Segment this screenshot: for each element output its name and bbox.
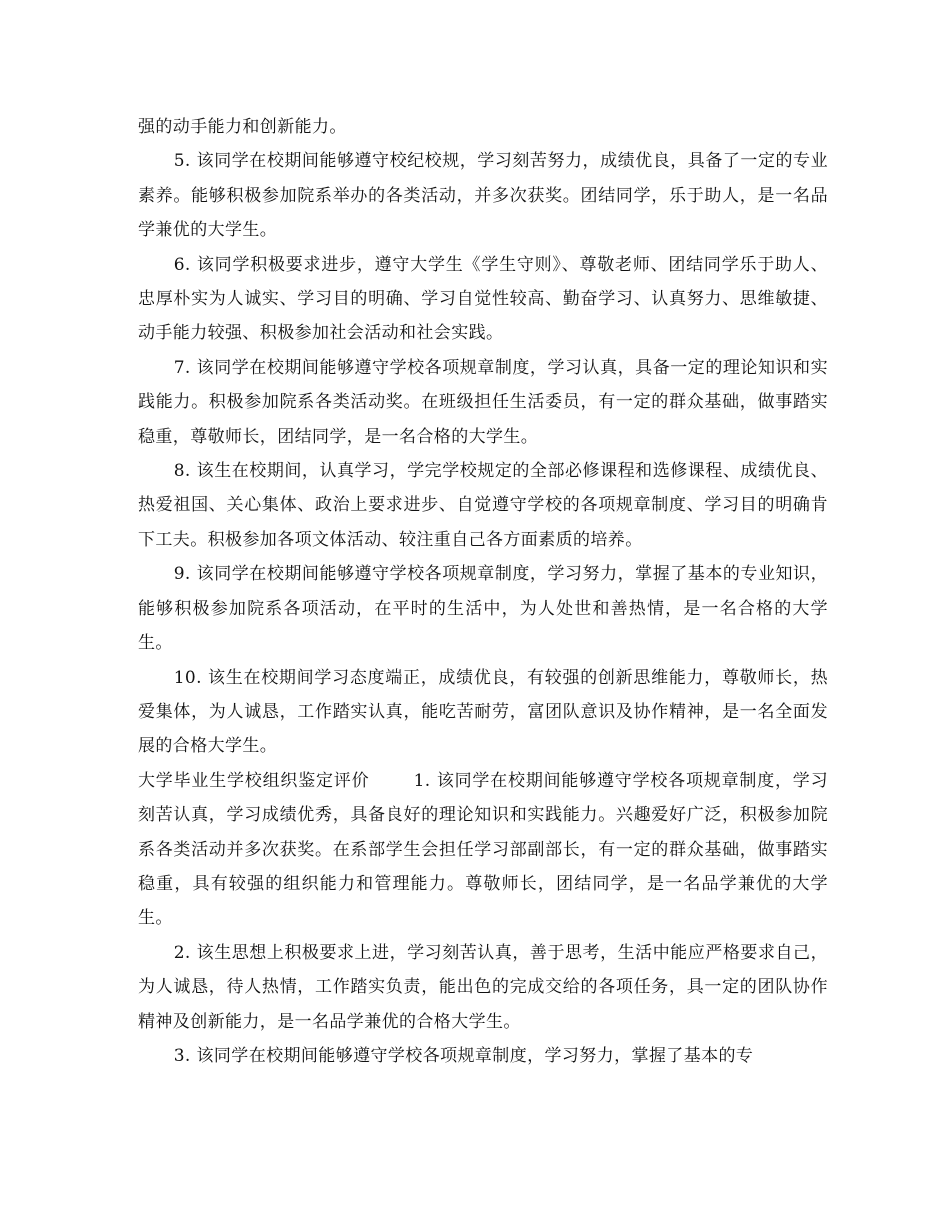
paragraph-item-5: 5. 该同学在校期间能够遵守校纪校规，学习刻苦努力，成绩优良，具备了一定的专业素养。能够积极参加院系举办的各类活动，并多次获奖。团结同学，乐于助人，是一名品学兼优的大学生。 [138,151,828,241]
section-item-1: 1. 该同学在校期间能够遵守学校各项规章制度，学习刻苦认真，学习成绩优秀，具备良好的理论知识和实践能力。兴趣爱好广泛，积极参加院系各类活动并多次获奖。在系部学生会担任学习部副部长，有一定的群众基础，做事踏实稳重，具有较强的组织能力和管理能力。尊敬师长，团结同学，是一名品学兼优的大学生。 [138,770,829,929]
document-body [138,110,828,1073]
paragraph-section-item-3: 3. 该同学在校期间能够遵守学校各项规章制度，学习努力，掌握了基本的专 [173,1045,754,1066]
paragraph-section-item-2: 2. 该生思想上积极要求上进，学习刻苦认真，善于思考，生活中能应严格要求自己，为人诚恳，待人热情，工作踏实负责，能出色的完成交给的各项任务，具一定的团队协作精神及创新能力，是一名品学兼优的合格大学生。 [138,942,828,1032]
section-heading: 大学毕业生学校组织鉴定评价 [138,770,370,791]
paragraph-item-10: 10. 该生在校期间学习态度端正，成绩优良，有较强的创新思维能力，尊敬师长，热爱集体，为人诚恳，工作踏实认真，能吃苦耐劳，富团队意识及协作精神，是一名全面发展的合格大学生。 [138,667,828,757]
section-paragraph [138,764,828,936]
paragraph-continued: 强的动手能力和创新能力。 [138,117,347,137]
paragraph-item-6: 6. 该同学积极要求进步，遵守大学生《学生守则》、尊敬老师、团结同学乐于助人、忠厚朴实为人诚实、学习目的明确、学习自觉性较高、勤奋学习、认真努力、思维敏捷、动手能力较强、积极参加社会活动和社会实践。 [138,254,828,344]
paragraph-item-8: 8. 该生在校期间，认真学习，学完学校规定的全部必修课程和选修课程、成绩优良、热爱祖国、关心集体、政治上要求进步、自觉遵守学校的各项规章制度、学习目的明确肯下工夫。积极参加各项文体活动、较注重自己各方面素质的培养。 [138,461,828,550]
paragraph-item-9: 9. 该同学在校期间能够遵守学校各项规章制度，学习努力，掌握了基本的专业知识，能够积极参加院系各项活动，在平时的生活中，为人处世和善热情，是一名合格的大学生。 [138,564,828,654]
paragraph-item-7: 7. 该同学在校期间能够遵守学校各项规章制度，学习认真，具备一定的理论知识和实践能力。积极参加院系各类活动奖。在班级担任生活委员，有一定的群众基础，做事踏实稳重，尊敬师长，团结同学，是一名合格的大学生。 [138,357,828,447]
